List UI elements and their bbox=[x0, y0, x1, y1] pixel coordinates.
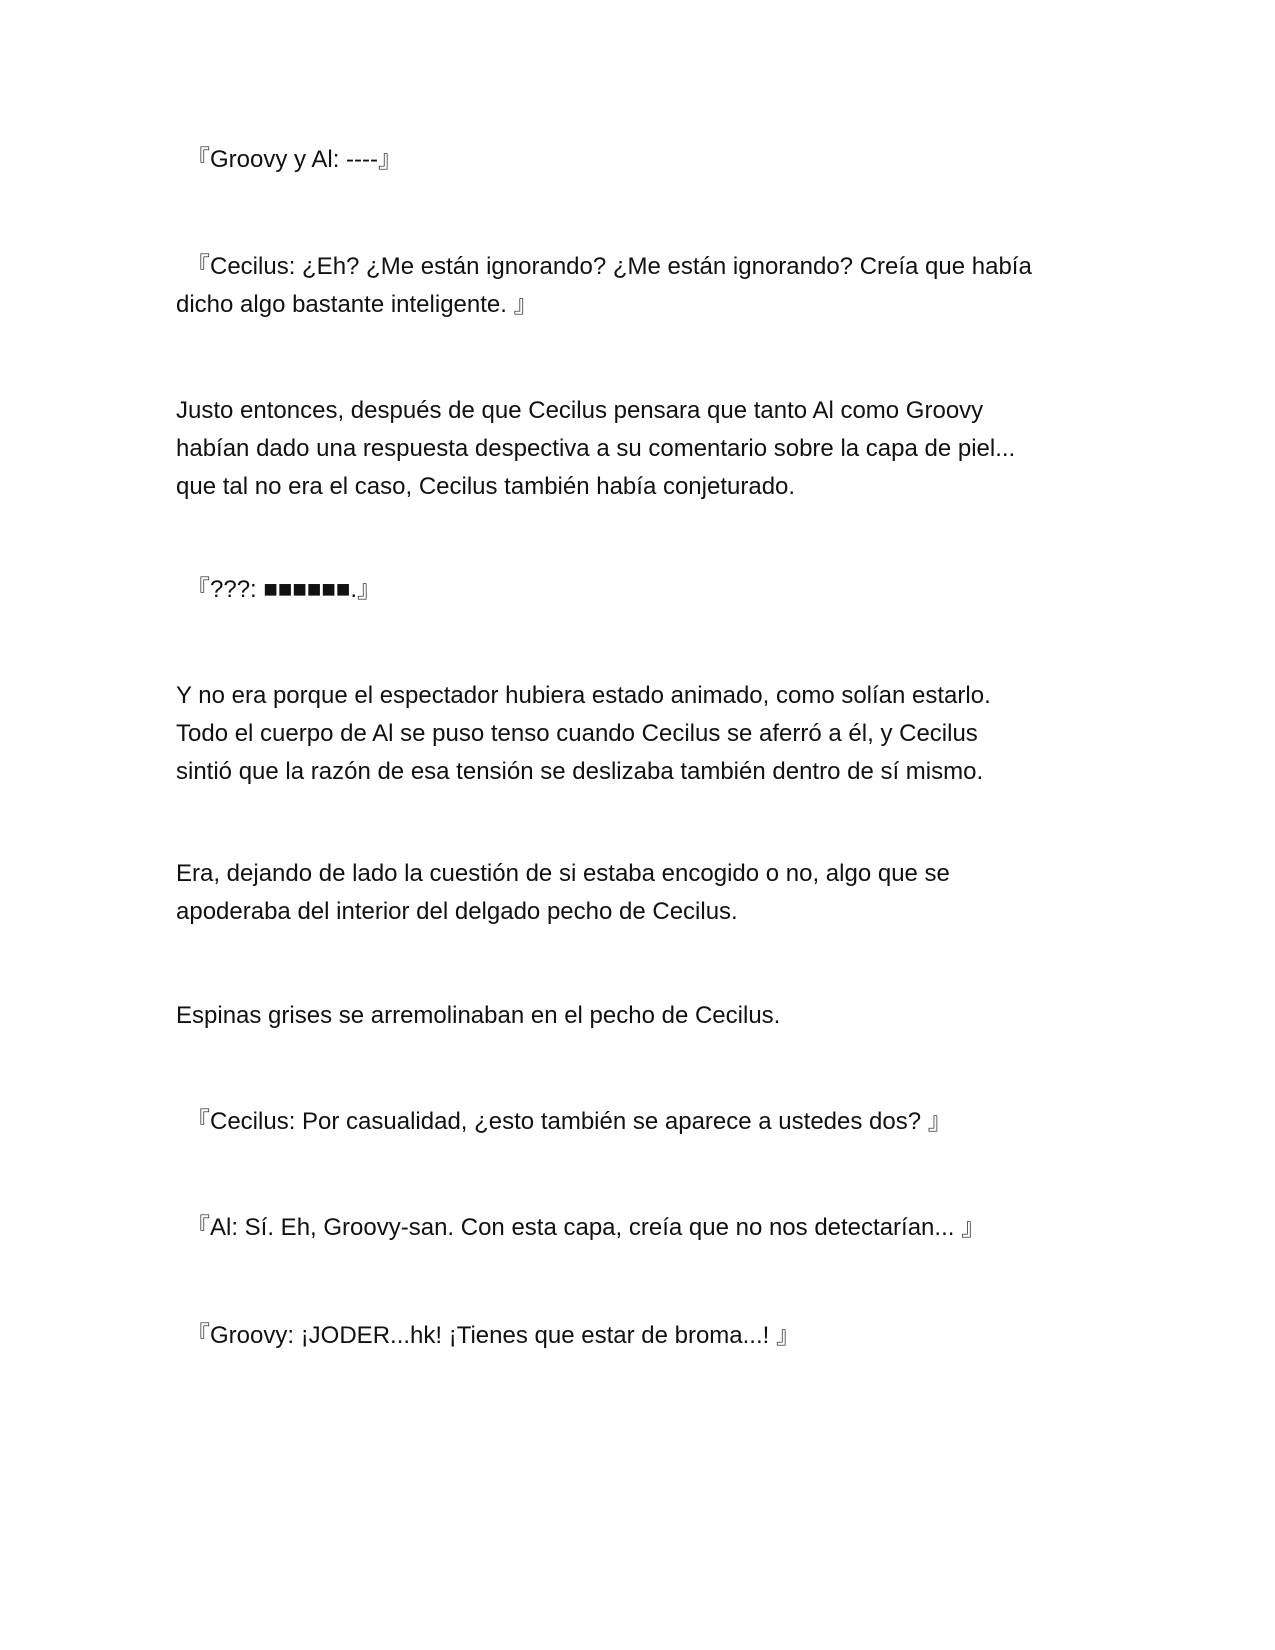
narration-paragraph-4 bbox=[176, 997, 1106, 1035]
narration-paragraph-2 bbox=[176, 677, 1106, 791]
text-line: Justo entonces, después de que Cecilus pensara que tanto Al como Groovy bbox=[176, 397, 984, 424]
text-line: Y no era porque el espectador hubiera estado animado, como solían estarlo. bbox=[176, 682, 991, 709]
text-line: 『Groovy y Al: ----』 bbox=[186, 146, 403, 173]
text-line: 『Al: Sí. Eh, Groovy-san. Con esta capa, creía que no nos detectarían... 』 bbox=[186, 1214, 986, 1241]
narration-paragraph-3 bbox=[176, 855, 1106, 931]
dialogue-cecilus-question bbox=[186, 1103, 1106, 1141]
text-line: Todo el cuerpo de Al se puso tenso cuando Cecilus se aferró a él, y Cecilus bbox=[176, 720, 978, 747]
text-line: que tal no era el caso, Cecilus también había conjeturado. bbox=[176, 473, 796, 500]
dialogue-groovy bbox=[186, 1317, 1106, 1355]
dialogue-unknown-speaker bbox=[186, 571, 1106, 609]
dialogue-al bbox=[186, 1209, 1106, 1247]
text-line: dicho algo bastante inteligente. 』 bbox=[176, 291, 538, 318]
text-line: 『???: ■■■■■■.』 bbox=[186, 576, 382, 603]
text-line: 『Cecilus: ¿Eh? ¿Me están ignorando? ¿Me están ignorando? Creía que había bbox=[186, 253, 1032, 280]
narration-paragraph-1 bbox=[176, 392, 1106, 506]
dialogue-cecilus-ignored bbox=[176, 248, 1106, 324]
dialogue-groovy-al bbox=[186, 141, 1106, 179]
text-line: 『Groovy: ¡JODER...hk! ¡Tienes que estar de broma...! 』 bbox=[186, 1322, 800, 1349]
text-line: sintió que la razón de esa tensión se deslizaba también dentro de sí mismo. bbox=[176, 758, 984, 785]
text-line: apoderaba del interior del delgado pecho de Cecilus. bbox=[176, 898, 738, 925]
text-line: habían dado una respuesta despectiva a su comentario sobre la capa de piel... bbox=[176, 435, 1016, 462]
text-line: Era, dejando de lado la cuestión de si estaba encogido o no, algo que se bbox=[176, 860, 950, 887]
text-line: Espinas grises se arremolinaban en el pecho de Cecilus. bbox=[176, 1002, 781, 1029]
text-line: 『Cecilus: Por casualidad, ¿esto también se aparece a ustedes dos? 』 bbox=[186, 1108, 952, 1135]
